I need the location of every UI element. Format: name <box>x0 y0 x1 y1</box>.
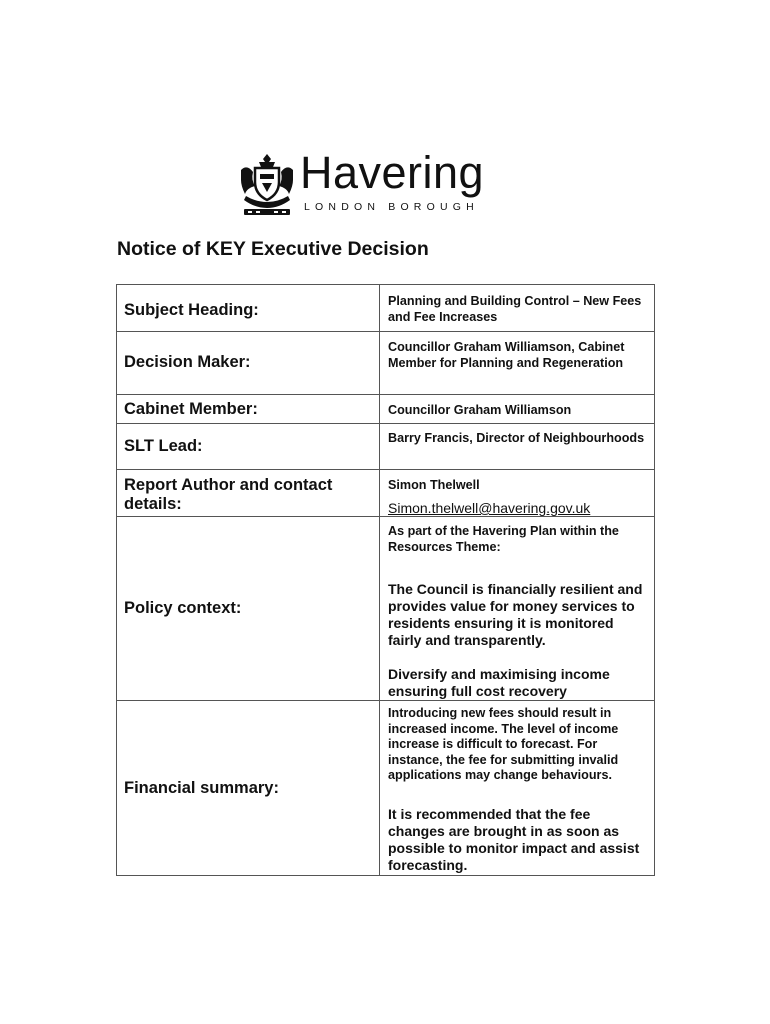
report-author-name: Simon Thelwell <box>388 478 480 492</box>
value-cell <box>380 332 655 395</box>
label-cell <box>117 395 380 424</box>
label-cell <box>117 517 380 701</box>
table-row <box>117 395 655 424</box>
value-cell <box>380 285 655 332</box>
financial-paragraph-2: It is recommended that the fee changes are brought in as soon as possible to monitor impact and assist forecasting. <box>388 805 640 873</box>
policy-context-label: Policy context: <box>124 599 242 617</box>
table-row <box>117 332 655 395</box>
slt-lead-label: SLT Lead: <box>124 437 203 455</box>
havering-logo <box>238 147 528 222</box>
value-cell <box>380 424 655 470</box>
label-cell <box>117 470 380 517</box>
value-cell <box>380 701 655 876</box>
policy-paragraph-2: Diversify and maximising income ensuring full cost recovery <box>388 666 610 699</box>
value-cell <box>380 395 655 424</box>
report-author-email-link[interactable]: Simon.thelwell@havering.gov.uk <box>388 500 591 516</box>
financial-summary-label: Financial summary: <box>124 778 279 797</box>
table-row <box>117 285 655 332</box>
borough-crest-icon <box>238 152 296 218</box>
table-row <box>117 701 655 876</box>
table-row <box>117 517 655 701</box>
financial-paragraph-1: Introducing new fees should result in increased income. The level of income increase is difficult to forecast. For instance, the fee for submitting invalid applications may change behaviours. <box>388 706 619 782</box>
slt-lead-value: Barry Francis, Director of Neighbourhoods <box>388 431 645 445</box>
value-cell <box>380 517 655 701</box>
value-cell <box>380 470 655 517</box>
cabinet-member-label: Cabinet Member: <box>124 400 258 418</box>
label-cell <box>117 701 380 876</box>
decision-maker-label: Decision Maker: <box>124 353 251 371</box>
table-row <box>117 470 655 517</box>
table-row <box>117 424 655 470</box>
cabinet-member-value: Councillor Graham Williamson <box>388 403 572 417</box>
policy-paragraph-1: The Council is financially resilient and provides value for money services to residents ensuring it is monitored fairly and transparently. <box>388 581 643 648</box>
decision-table <box>116 284 655 876</box>
logo-wordmark: Havering <box>300 147 485 198</box>
decision-maker-value: Councillor Graham Williamson, Cabinet Member for Planning and Regeneration <box>388 340 625 370</box>
label-cell <box>117 332 380 395</box>
logo-subtitle: LONDON BOROUGH <box>304 201 479 213</box>
page-title: Notice of KEY Executive Decision <box>117 238 429 260</box>
policy-intro: As part of the Havering Plan within the Resources Theme: <box>388 524 619 554</box>
label-cell <box>117 285 380 332</box>
label-cell <box>117 424 380 470</box>
subject-heading-value: Planning and Building Control – New Fees and Fee Increases <box>388 294 642 324</box>
subject-heading-label: Subject Heading: <box>124 301 259 319</box>
report-author-label: Report Author and contact details: <box>124 476 333 513</box>
